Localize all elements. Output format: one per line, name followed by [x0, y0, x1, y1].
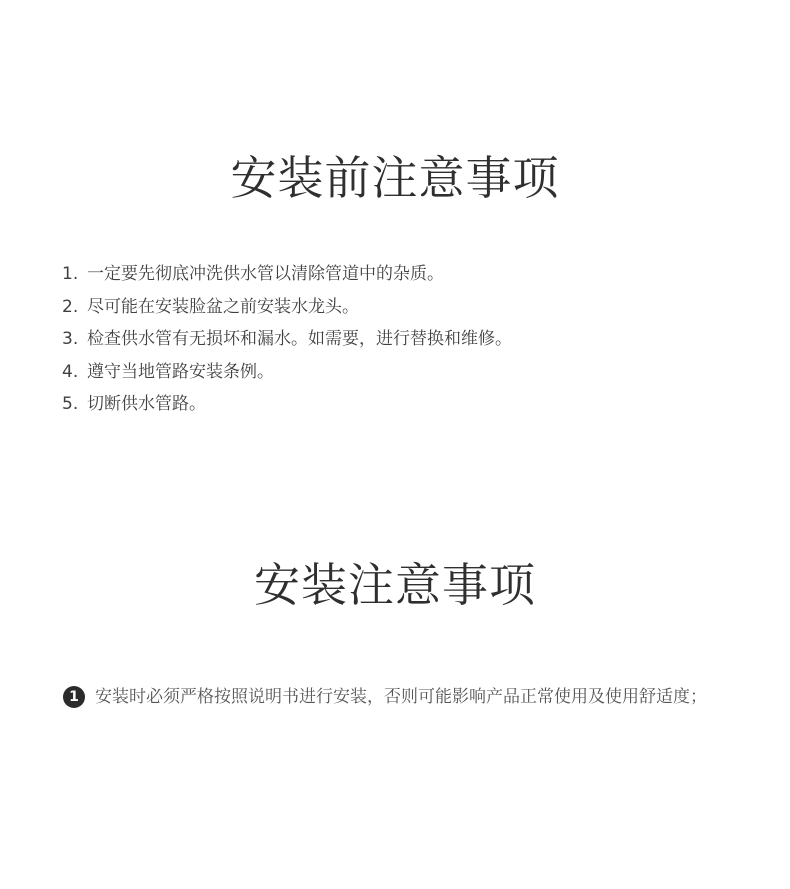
item-number: 4. [62, 361, 79, 382]
pre-install-notes-list [62, 258, 512, 421]
section-title-before-install: 安装前注意事项 [230, 151, 560, 205]
list-item [62, 291, 512, 324]
item-text: 切断供水管路。 [87, 394, 206, 414]
item-number: 2. [62, 296, 79, 317]
item-text: 尽可能在安装脸盆之前安装水龙头。 [87, 296, 359, 317]
section-title-install: 安装注意事项 [254, 558, 536, 612]
list-item [62, 356, 512, 389]
number-badge: 1 [63, 686, 85, 708]
item-text: 一定要先彻底冲洗供水管以清除管道中的杂质。 [87, 264, 444, 284]
item-text: 检查供水管有无损坏和漏水。如需要，进行替换和维修。 [87, 329, 512, 349]
item-number: 3. [62, 329, 79, 349]
list-item [62, 258, 512, 291]
item-number: 5. [62, 394, 79, 414]
item-number: 1. [62, 264, 79, 284]
list-item [62, 323, 512, 356]
list-item [62, 388, 512, 421]
install-note-text: 安装时必须严格按照说明书进行安装，否则可能影响产品正常使用及使用舒适度； [95, 687, 707, 707]
item-text: 遵守当地管路安装条例。 [87, 361, 274, 382]
